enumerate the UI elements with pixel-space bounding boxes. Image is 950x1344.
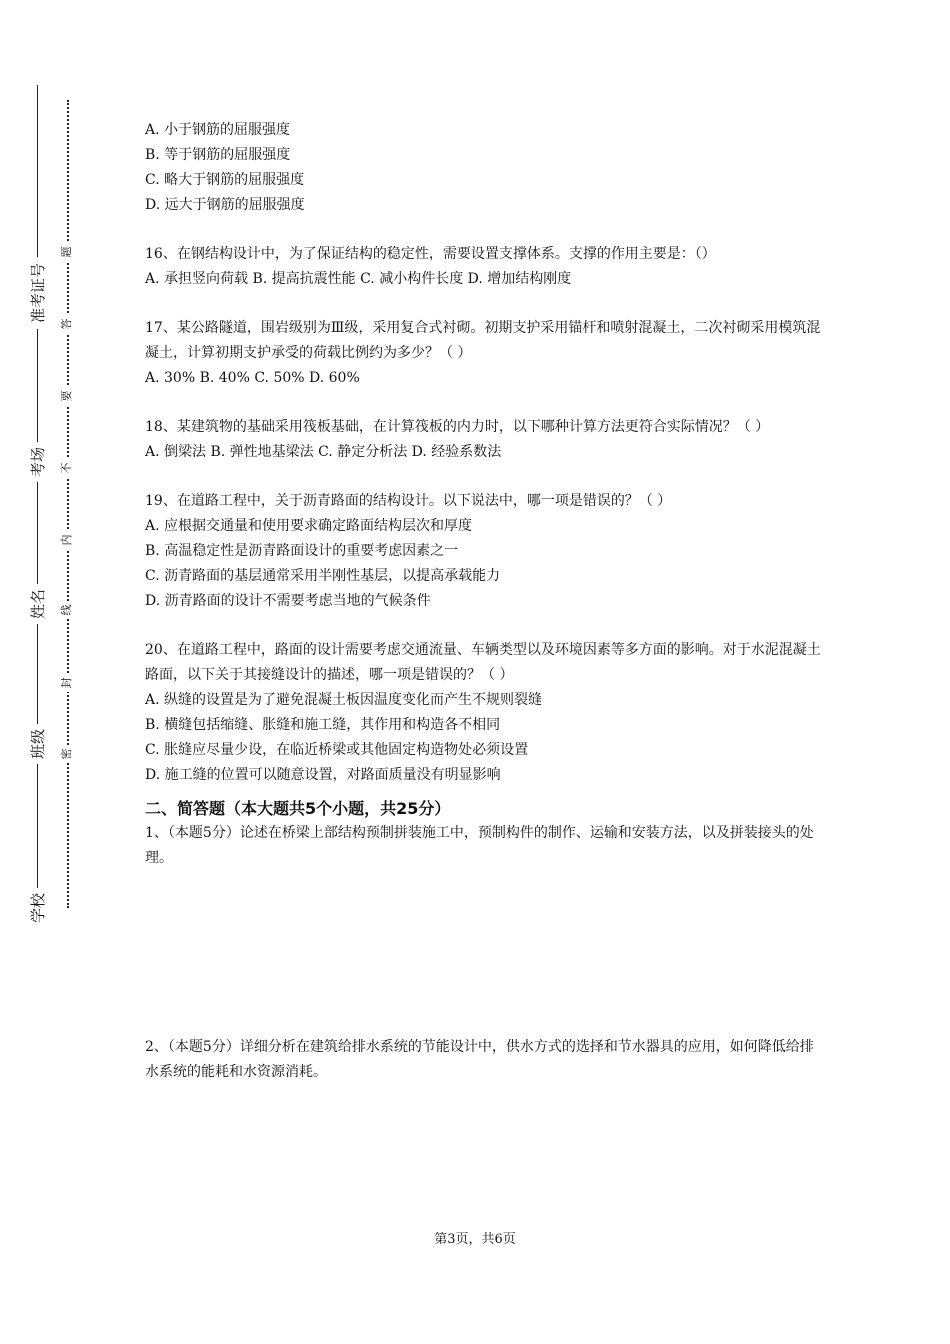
question-stem: 18、某建筑物的基础采用筏板基础，在计算筏板的内力时，以下哪种计算方法更符合实际情况？（ ） (145, 419, 770, 435)
exam-content (145, 118, 825, 1085)
option-line: B. 横缝包括缩缝、胀缝和施工缝，其作用和构造各不相同 (145, 717, 501, 733)
question-stem: 17、某公路隧道，围岩级别为Ⅲ级，采用复合式衬砌。初期支护采用锚杆和喷射混凝土，二次衬砌采用模筑混凝土，计算初期支护承受的荷载比例约为多少？（ ） (145, 320, 821, 361)
question-stem: 19、在道路工程中，关于沥青路面的结构设计。以下说法中，哪一项是错误的？（ ） (145, 493, 672, 509)
short-answer-question-2: 2、（本题5分）详细分析在建筑给排水系统的节能设计中，供水方式的选择和节水器具的应用，如何降低给排水系统的能耗和水资源消耗。 (145, 1039, 814, 1080)
question-20 (145, 638, 825, 788)
option-line: C. 略大于钢筋的屈服强度 (145, 172, 305, 188)
question-17 (145, 316, 825, 391)
label-exam-room: 考场 (28, 442, 48, 482)
option-line: D. 远大于钢筋的屈服强度 (145, 197, 305, 213)
option-line: C. 沥青路面的基层通常采用半刚性基层，以提高承载能力 (145, 568, 501, 584)
short-answer-question-1: 1、（本题5分）论述在桥梁上部结构预制拼装施工中，预制构件的制作、运输和安装方法，以及拼装接头的处理。 (145, 825, 814, 866)
seal-char: 要 (59, 387, 75, 405)
label-class: 班级 (28, 724, 48, 764)
option-line: B. 等于钢筋的屈服强度 (145, 147, 291, 163)
option-line: A. 小于钢筋的屈服强度 (145, 122, 291, 138)
section-heading: 二、简答题（本大题共5个小题，共25分） (145, 799, 451, 818)
answer-space (145, 871, 825, 1035)
question-15-options (145, 118, 825, 218)
label-admission-number: 准考证号 (28, 257, 48, 329)
seal-char: 内 (59, 531, 75, 549)
option-line: D. 沥青路面的设计不需要考虑当地的气候条件 (145, 593, 431, 609)
question-18 (145, 415, 825, 465)
option-line: A. 纵缝的设置是为了避免混凝土板因温度变化而产生不规则裂缝 (145, 692, 543, 708)
label-name: 姓名 (28, 584, 48, 624)
question-16 (145, 242, 825, 292)
seal-char: 题 (59, 243, 75, 261)
seal-char: 不 (59, 459, 75, 477)
seal-char: 密 (59, 745, 75, 763)
option-line: A. 应根据交通量和使用要求确定路面结构层次和厚度 (145, 518, 473, 534)
option-line: C. 胀缝应尽量少设，在临近桥梁或其他固定构造物处必须设置 (145, 742, 529, 758)
question-stem: 20、在道路工程中，路面的设计需要考虑交通流量、车辆类型以及环境因素等多方面的影响。对于水泥混凝土路面，以下关于其接缝设计的描述，哪一项是错误的？（ ） (145, 642, 821, 683)
page-number: 第3页，共6页 (434, 1232, 516, 1247)
option-line: A. 承担竖向荷载 B. 提高抗震性能 C. 减小构件长度 D. 增加结构刚度 (145, 271, 572, 287)
seal-dotted-line (67, 100, 69, 908)
option-line: A. 30% B. 40% C. 50% D. 60% (145, 370, 360, 386)
seal-char: 封 (59, 674, 75, 692)
seal-char: 线 (59, 601, 75, 619)
option-line: B. 高温稳定性是沥青路面设计的重要考虑因素之一 (145, 543, 459, 559)
option-line: A. 倒梁法 B. 弹性地基梁法 C. 静定分析法 D. 经验系数法 (145, 444, 502, 460)
option-line: D. 施工缝的位置可以随意设置，对路面质量没有明显影响 (145, 767, 501, 783)
question-19 (145, 489, 825, 614)
binding-solid-line (37, 85, 38, 908)
label-school: 学校 (28, 888, 48, 928)
seal-char: 答 (59, 315, 75, 333)
question-stem: 16、在钢结构设计中，为了保证结构的稳定性，需要设置支撑体系。支撑的作用主要是：（） (145, 246, 716, 262)
